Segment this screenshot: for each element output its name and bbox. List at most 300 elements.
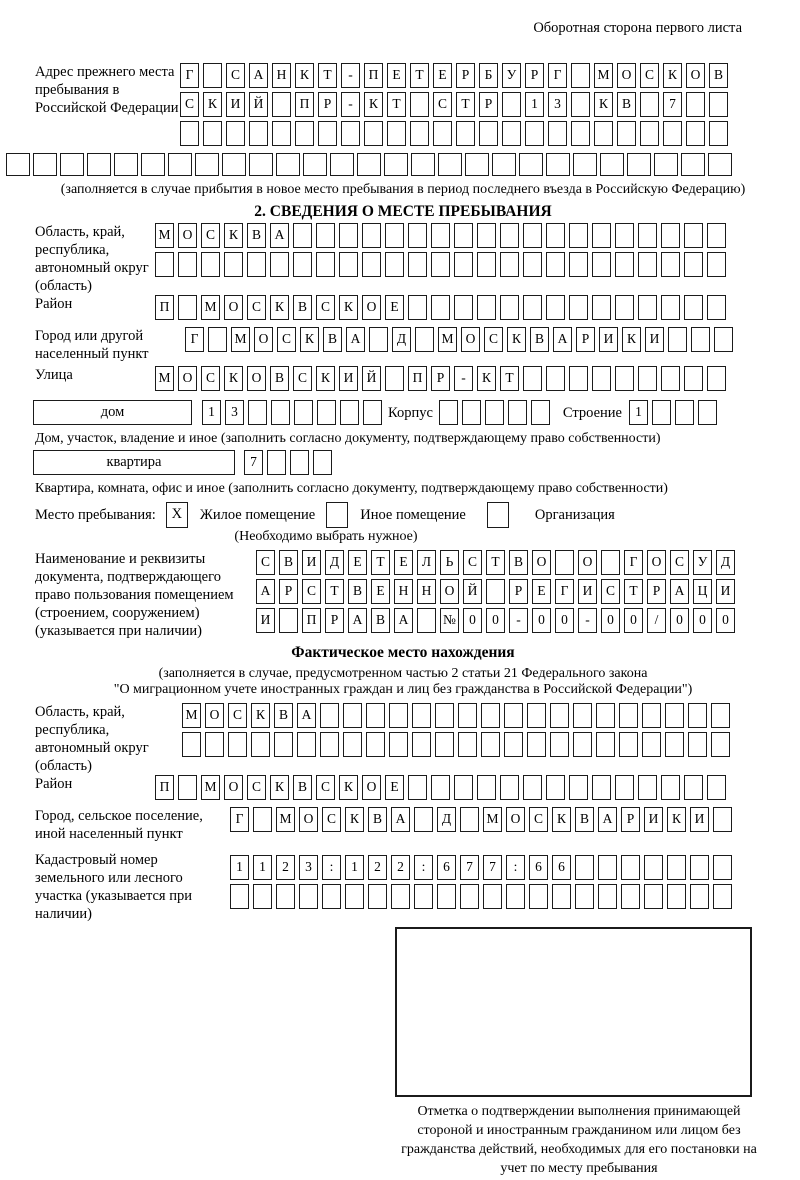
char-box[interactable] (713, 884, 732, 909)
char-box[interactable] (385, 366, 404, 391)
char-box[interactable] (546, 223, 565, 248)
char-box[interactable] (711, 732, 730, 757)
char-box[interactable] (684, 366, 703, 391)
char-box[interactable]: П (155, 775, 174, 800)
char-box[interactable] (454, 252, 473, 277)
char-box[interactable]: О (578, 550, 597, 575)
char-box[interactable]: У (693, 550, 712, 575)
char-box[interactable] (462, 400, 481, 425)
char-box[interactable] (437, 884, 456, 909)
char-box[interactable]: Г (548, 63, 567, 88)
char-box[interactable] (412, 732, 431, 757)
char-box[interactable] (684, 223, 703, 248)
char-box[interactable] (707, 295, 726, 320)
al-raion-row[interactable] (155, 775, 730, 801)
char-box[interactable]: М (594, 63, 613, 88)
char-box[interactable]: 2 (276, 855, 295, 880)
char-box[interactable] (363, 400, 382, 425)
char-box[interactable]: Е (387, 63, 406, 88)
al-gorod-row[interactable] (230, 807, 736, 833)
char-box[interactable] (290, 450, 309, 475)
char-box[interactable]: 0 (601, 608, 620, 633)
char-box[interactable] (504, 703, 523, 728)
char-box[interactable]: К (270, 295, 289, 320)
char-box[interactable]: : (322, 855, 341, 880)
char-box[interactable]: О (178, 223, 197, 248)
char-box[interactable]: О (224, 295, 243, 320)
char-box[interactable] (688, 703, 707, 728)
char-box[interactable]: С (316, 775, 335, 800)
char-box[interactable]: Г (230, 807, 249, 832)
char-box[interactable]: П (408, 366, 427, 391)
char-box[interactable] (573, 732, 592, 757)
char-box[interactable]: 1 (629, 400, 648, 425)
char-box[interactable]: Д (392, 327, 411, 352)
char-box[interactable] (357, 153, 381, 176)
char-box[interactable] (592, 295, 611, 320)
char-box[interactable] (274, 732, 293, 757)
char-box[interactable] (640, 121, 659, 146)
char-box[interactable]: М (438, 327, 457, 352)
char-box[interactable] (714, 327, 733, 352)
char-box[interactable] (615, 366, 634, 391)
char-box[interactable]: М (276, 807, 295, 832)
char-box[interactable]: - (454, 366, 473, 391)
char-box[interactable] (330, 153, 354, 176)
char-box[interactable] (251, 732, 270, 757)
char-box[interactable]: О (205, 703, 224, 728)
char-box[interactable] (203, 121, 222, 146)
char-box[interactable]: В (617, 92, 636, 117)
char-box[interactable]: К (663, 63, 682, 88)
char-box[interactable] (707, 366, 726, 391)
char-box[interactable]: 7 (460, 855, 479, 880)
char-box[interactable]: В (575, 807, 594, 832)
char-box[interactable] (222, 153, 246, 176)
char-box[interactable] (276, 153, 300, 176)
char-box[interactable]: - (341, 92, 360, 117)
char-box[interactable] (644, 855, 663, 880)
char-box[interactable] (600, 153, 624, 176)
char-box[interactable]: И (716, 579, 735, 604)
char-box[interactable]: № (440, 608, 459, 633)
char-box[interactable]: 3 (299, 855, 318, 880)
char-box[interactable] (569, 366, 588, 391)
char-box[interactable]: С (433, 92, 452, 117)
char-box[interactable]: О (440, 579, 459, 604)
char-box[interactable] (203, 63, 222, 88)
char-box[interactable]: К (295, 63, 314, 88)
char-box[interactable] (408, 775, 427, 800)
prev-address-row-2[interactable] (180, 92, 732, 118)
char-box[interactable] (60, 153, 84, 176)
char-box[interactable]: М (201, 295, 220, 320)
char-box[interactable] (500, 775, 519, 800)
char-box[interactable] (385, 223, 404, 248)
char-box[interactable] (569, 223, 588, 248)
char-box[interactable] (492, 153, 516, 176)
char-box[interactable]: 0 (716, 608, 735, 633)
char-box[interactable]: В (270, 366, 289, 391)
char-box[interactable] (141, 153, 165, 176)
char-box[interactable]: 3 (225, 400, 244, 425)
char-box[interactable] (546, 366, 565, 391)
char-box[interactable]: / (647, 608, 666, 633)
char-box[interactable]: Т (500, 366, 519, 391)
char-box[interactable] (270, 252, 289, 277)
al-oblast-row-2[interactable] (182, 732, 734, 758)
char-box[interactable]: С (601, 579, 620, 604)
char-box[interactable]: К (251, 703, 270, 728)
char-box[interactable] (508, 400, 527, 425)
char-box[interactable] (33, 153, 57, 176)
char-box[interactable] (548, 121, 567, 146)
char-box[interactable] (665, 703, 684, 728)
char-box[interactable]: О (532, 550, 551, 575)
s2-oblast-row-2[interactable] (155, 252, 730, 278)
char-box[interactable] (180, 121, 199, 146)
char-box[interactable] (431, 252, 450, 277)
char-box[interactable]: В (323, 327, 342, 352)
char-box[interactable]: 0 (532, 608, 551, 633)
char-box[interactable]: Т (410, 63, 429, 88)
char-box[interactable] (178, 775, 197, 800)
char-box[interactable]: И (690, 807, 709, 832)
char-box[interactable] (555, 550, 574, 575)
char-box[interactable] (598, 884, 617, 909)
char-box[interactable] (195, 153, 219, 176)
char-box[interactable]: : (414, 855, 433, 880)
char-box[interactable] (596, 732, 615, 757)
char-box[interactable]: - (341, 63, 360, 88)
char-box[interactable]: В (368, 807, 387, 832)
char-box[interactable]: С (228, 703, 247, 728)
char-box[interactable] (415, 327, 434, 352)
char-box[interactable]: Р (621, 807, 640, 832)
s2-gorod-row[interactable] (185, 327, 737, 353)
char-box[interactable]: 0 (624, 608, 643, 633)
char-box[interactable]: В (509, 550, 528, 575)
char-box[interactable]: Т (387, 92, 406, 117)
char-box[interactable] (684, 252, 703, 277)
char-box[interactable]: П (364, 63, 383, 88)
char-box[interactable] (247, 252, 266, 277)
char-box[interactable] (627, 153, 651, 176)
char-box[interactable]: Р (647, 579, 666, 604)
char-box[interactable] (208, 327, 227, 352)
char-box[interactable]: П (302, 608, 321, 633)
char-box[interactable] (525, 121, 544, 146)
char-box[interactable] (414, 807, 433, 832)
char-box[interactable] (500, 252, 519, 277)
char-box[interactable] (573, 703, 592, 728)
char-box[interactable]: В (274, 703, 293, 728)
char-box[interactable] (571, 121, 590, 146)
char-box[interactable] (619, 732, 638, 757)
house-number-cells[interactable] (202, 400, 386, 426)
char-box[interactable]: - (578, 608, 597, 633)
char-box[interactable] (594, 121, 613, 146)
char-box[interactable] (681, 153, 705, 176)
char-box[interactable]: Н (394, 579, 413, 604)
char-box[interactable]: 0 (463, 608, 482, 633)
char-box[interactable] (294, 400, 313, 425)
char-box[interactable]: 7 (663, 92, 682, 117)
char-box[interactable] (707, 252, 726, 277)
char-box[interactable]: Н (272, 63, 291, 88)
char-box[interactable]: М (182, 703, 201, 728)
char-box[interactable] (368, 884, 387, 909)
char-box[interactable] (224, 252, 243, 277)
char-box[interactable] (458, 732, 477, 757)
char-box[interactable] (6, 153, 30, 176)
char-box[interactable] (253, 884, 272, 909)
char-box[interactable] (546, 295, 565, 320)
char-box[interactable] (439, 400, 458, 425)
char-box[interactable]: Н (417, 579, 436, 604)
char-box[interactable]: С (226, 63, 245, 88)
char-box[interactable]: В (293, 775, 312, 800)
char-box[interactable] (362, 223, 381, 248)
char-box[interactable]: Д (716, 550, 735, 575)
char-box[interactable] (596, 703, 615, 728)
char-box[interactable]: О (362, 775, 381, 800)
char-box[interactable] (366, 703, 385, 728)
char-box[interactable]: С (247, 775, 266, 800)
char-box[interactable] (592, 252, 611, 277)
char-box[interactable] (178, 252, 197, 277)
char-box[interactable]: О (299, 807, 318, 832)
char-box[interactable] (431, 775, 450, 800)
char-box[interactable] (569, 252, 588, 277)
char-box[interactable] (322, 884, 341, 909)
char-box[interactable]: А (394, 608, 413, 633)
char-box[interactable]: С (201, 223, 220, 248)
char-box[interactable] (389, 703, 408, 728)
char-box[interactable] (592, 775, 611, 800)
char-box[interactable]: М (201, 775, 220, 800)
prev-address-row-4[interactable] (6, 153, 800, 179)
char-box[interactable] (523, 775, 542, 800)
char-box[interactable]: 6 (552, 855, 571, 880)
char-box[interactable]: Т (325, 579, 344, 604)
char-box[interactable]: К (339, 295, 358, 320)
char-box[interactable] (201, 252, 220, 277)
char-box[interactable]: О (224, 775, 243, 800)
char-box[interactable]: 6 (437, 855, 456, 880)
char-box[interactable]: Г (185, 327, 204, 352)
char-box[interactable]: 1 (525, 92, 544, 117)
char-box[interactable]: О (647, 550, 666, 575)
char-box[interactable]: К (224, 223, 243, 248)
char-box[interactable] (454, 295, 473, 320)
char-box[interactable] (341, 121, 360, 146)
char-box[interactable]: С (316, 295, 335, 320)
char-box[interactable] (438, 153, 462, 176)
char-box[interactable] (575, 884, 594, 909)
char-box[interactable]: Т (624, 579, 643, 604)
char-box[interactable]: К (300, 327, 319, 352)
char-box[interactable] (481, 703, 500, 728)
char-box[interactable] (713, 855, 732, 880)
char-box[interactable] (385, 252, 404, 277)
char-box[interactable]: А (249, 63, 268, 88)
char-box[interactable] (569, 775, 588, 800)
stroenie-cells[interactable] (629, 400, 721, 426)
char-box[interactable] (414, 884, 433, 909)
char-box[interactable]: Д (437, 807, 456, 832)
char-box[interactable] (698, 400, 717, 425)
char-box[interactable] (318, 121, 337, 146)
char-box[interactable] (271, 400, 290, 425)
char-box[interactable] (523, 366, 542, 391)
char-box[interactable] (272, 92, 291, 117)
char-box[interactable] (667, 855, 686, 880)
char-box[interactable] (667, 884, 686, 909)
char-box[interactable] (295, 121, 314, 146)
char-box[interactable]: К (667, 807, 686, 832)
char-box[interactable] (661, 775, 680, 800)
char-box[interactable] (389, 732, 408, 757)
char-box[interactable] (546, 153, 570, 176)
char-box[interactable] (339, 252, 358, 277)
char-box[interactable] (686, 92, 705, 117)
char-box[interactable] (485, 400, 504, 425)
char-box[interactable]: К (477, 366, 496, 391)
char-box[interactable] (313, 450, 332, 475)
char-box[interactable]: А (256, 579, 275, 604)
char-box[interactable]: О (247, 366, 266, 391)
char-box[interactable]: О (178, 366, 197, 391)
char-box[interactable]: 1 (202, 400, 221, 425)
char-box[interactable]: Й (362, 366, 381, 391)
char-box[interactable]: К (364, 92, 383, 117)
char-box[interactable] (316, 223, 335, 248)
char-box[interactable]: С (277, 327, 296, 352)
char-box[interactable] (340, 400, 359, 425)
char-box[interactable]: Т (456, 92, 475, 117)
char-box[interactable] (615, 223, 634, 248)
al-kadastr-row-2[interactable] (230, 884, 736, 910)
char-box[interactable]: С (256, 550, 275, 575)
char-box[interactable]: В (709, 63, 728, 88)
char-box[interactable] (571, 92, 590, 117)
char-box[interactable] (661, 366, 680, 391)
char-box[interactable] (638, 252, 657, 277)
stay-type-checkbox-residential[interactable]: X (166, 502, 188, 528)
char-box[interactable] (546, 252, 565, 277)
char-box[interactable]: И (644, 807, 663, 832)
char-box[interactable]: В (530, 327, 549, 352)
al-kadastr-row-1[interactable] (230, 855, 736, 881)
char-box[interactable] (500, 223, 519, 248)
char-box[interactable]: И (578, 579, 597, 604)
char-box[interactable]: Е (385, 775, 404, 800)
char-box[interactable] (249, 153, 273, 176)
char-box[interactable] (619, 703, 638, 728)
char-box[interactable]: О (254, 327, 273, 352)
char-box[interactable] (638, 295, 657, 320)
char-box[interactable]: К (316, 366, 335, 391)
al-oblast-row-1[interactable] (182, 703, 734, 729)
char-box[interactable]: Й (463, 579, 482, 604)
char-box[interactable] (458, 703, 477, 728)
char-box[interactable] (417, 608, 436, 633)
char-box[interactable] (435, 732, 454, 757)
char-box[interactable]: А (391, 807, 410, 832)
char-box[interactable]: К (203, 92, 222, 117)
char-box[interactable] (654, 153, 678, 176)
char-box[interactable] (230, 884, 249, 909)
char-box[interactable]: Т (318, 63, 337, 88)
char-box[interactable] (709, 121, 728, 146)
char-box[interactable]: Е (394, 550, 413, 575)
char-box[interactable] (527, 732, 546, 757)
char-box[interactable]: М (155, 223, 174, 248)
char-box[interactable] (527, 703, 546, 728)
char-box[interactable]: 1 (345, 855, 364, 880)
char-box[interactable]: И (226, 92, 245, 117)
char-box[interactable]: С (247, 295, 266, 320)
char-box[interactable]: К (622, 327, 641, 352)
char-box[interactable] (408, 252, 427, 277)
char-box[interactable] (684, 775, 703, 800)
char-box[interactable] (408, 295, 427, 320)
char-box[interactable] (387, 121, 406, 146)
char-box[interactable] (479, 121, 498, 146)
document-row-1[interactable] (256, 550, 739, 576)
char-box[interactable] (408, 223, 427, 248)
char-box[interactable]: 7 (483, 855, 502, 880)
char-box[interactable] (431, 223, 450, 248)
char-box[interactable] (293, 252, 312, 277)
stay-type-checkbox-organization[interactable] (487, 502, 509, 528)
char-box[interactable]: С (529, 807, 548, 832)
char-box[interactable]: К (270, 775, 289, 800)
char-box[interactable]: Ь (440, 550, 459, 575)
char-box[interactable] (675, 400, 694, 425)
char-box[interactable] (477, 252, 496, 277)
char-box[interactable] (460, 884, 479, 909)
char-box[interactable]: 1 (253, 855, 272, 880)
char-box[interactable] (481, 732, 500, 757)
char-box[interactable] (601, 550, 620, 575)
char-box[interactable]: Р (279, 579, 298, 604)
char-box[interactable] (663, 121, 682, 146)
char-box[interactable] (299, 884, 318, 909)
char-box[interactable]: О (617, 63, 636, 88)
char-box[interactable] (709, 92, 728, 117)
char-box[interactable]: Е (385, 295, 404, 320)
char-box[interactable] (621, 884, 640, 909)
char-box[interactable] (412, 703, 431, 728)
char-box[interactable] (410, 121, 429, 146)
char-box[interactable] (267, 450, 286, 475)
char-box[interactable]: Р (456, 63, 475, 88)
char-box[interactable] (661, 295, 680, 320)
char-box[interactable]: 7 (244, 450, 263, 475)
char-box[interactable]: К (224, 366, 243, 391)
char-box[interactable]: И (599, 327, 618, 352)
char-box[interactable]: Е (371, 579, 390, 604)
char-box[interactable]: Р (325, 608, 344, 633)
char-box[interactable] (523, 223, 542, 248)
char-box[interactable] (690, 855, 709, 880)
char-box[interactable]: М (483, 807, 502, 832)
char-box[interactable] (615, 252, 634, 277)
char-box[interactable] (345, 884, 364, 909)
char-box[interactable] (303, 153, 327, 176)
